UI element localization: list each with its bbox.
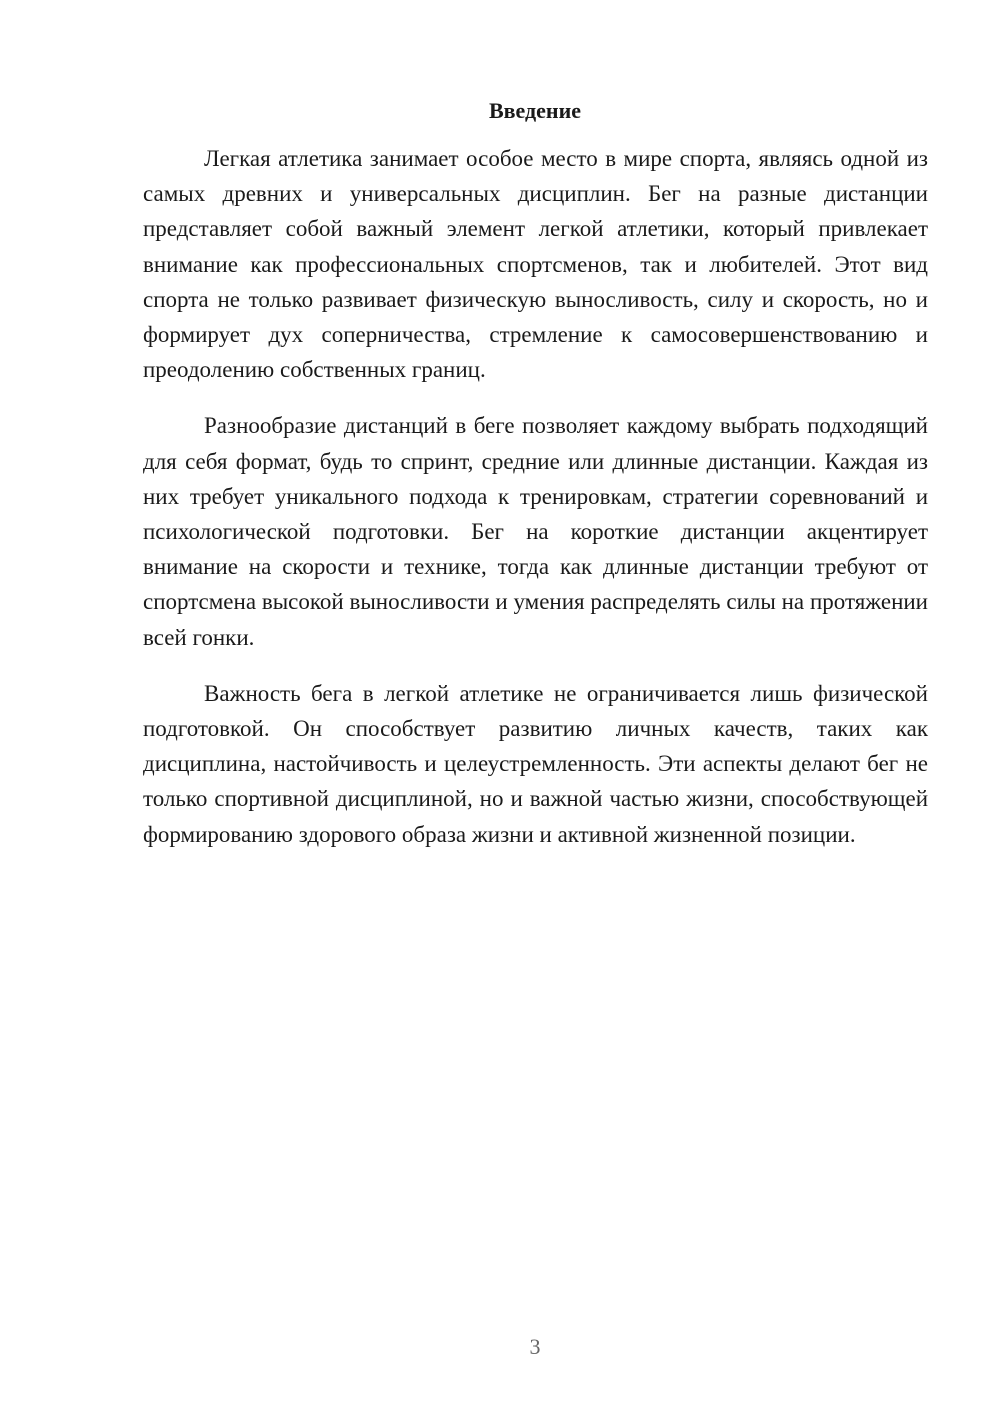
body-text xyxy=(143,141,928,873)
page-number: 3 xyxy=(529,1334,541,1359)
paragraph-1: Легкая атлетика занимает особое место в мире спорта, являясь одной из самых древних и универсальных дисциплин. Бег на разные дистанции представляет собой важный элемент легкой атлетики, который привлекает внимание как профессиональных спортсменов, так и любителей. Этот вид спорта не только развивает физическую выносливость, силу и скорость, но и формирует дух соперничества, стремление к самосовершенствованию и преодолению собственных границ. xyxy=(143,146,928,383)
paragraph-3: Важность бега в легкой атлетике не ограничивается лишь физической подготовкой. Он способствует развитию личных качеств, таких как дисциплина, настойчивость и целеустремленность. Эти аспекты делают бег не только спортивной дисциплиной, но и важной частью жизни, способствующей формированию здорового образа жизни и активной жизненной позиции. xyxy=(143,680,928,847)
section-heading: Введение xyxy=(488,98,582,123)
paragraph-2: Разнообразие дистанций в беге позволяет каждому выбрать подходящий для себя формат, будь то спринт, средние или длинные дистанции. Каждая из них требует уникального подхода к тренировкам, стратегии соревнований и психологической подготовки. Бег на короткие дистанции акцентирует внимание на скорости и технике, тогда как длинные дистанции требуют от спортсмена высокой выносливости и умения распределять силы на протяжении всей гонки. xyxy=(143,413,928,650)
